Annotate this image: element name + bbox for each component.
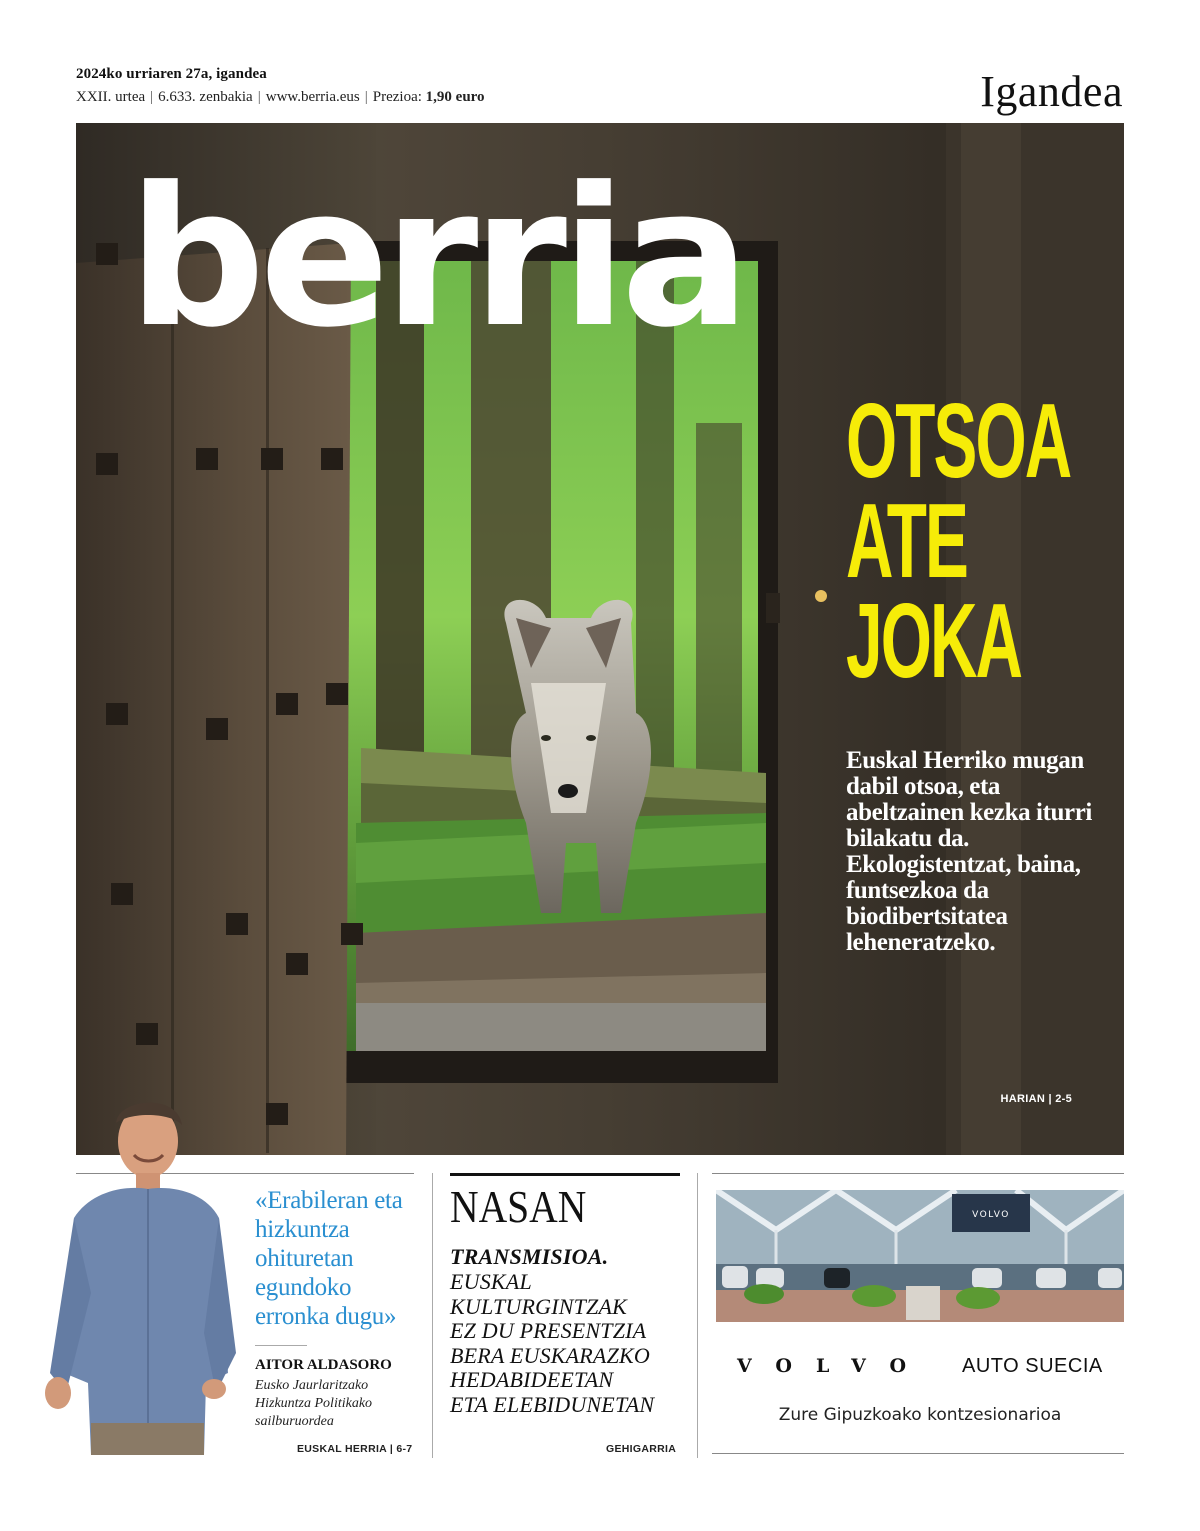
teaser-line: ETA ELEBIDUNETAN — [450, 1391, 655, 1417]
teaser-line: KULTURGINTZAK — [450, 1293, 627, 1319]
supplement-teaser[interactable] — [450, 1270, 690, 1417]
ad-tagline: Zure Gipuzkoako kontzesionarioa — [778, 1405, 1062, 1425]
column-divider — [697, 1173, 698, 1458]
day-name: Igandea — [980, 67, 1123, 116]
interview-section-ref[interactable]: EUSKAL HERRIA | 6-7 — [297, 1443, 413, 1455]
column-top-rule — [712, 1173, 1124, 1174]
brand-wordmark: VOLVO — [737, 1355, 931, 1377]
price-value: 1,90 euro — [425, 89, 485, 105]
separator: | — [364, 89, 368, 105]
headline-line: ATE — [846, 482, 967, 600]
teaser-line: HEDABIDEETAN — [450, 1367, 614, 1392]
interviewee-portrait[interactable] — [36, 1093, 246, 1455]
cover-lede: Euskal Herriko mugan dabil otsoa, eta abeltzainen kezka iturri bilakatu da. Ekologistentzat, baina, funtsezkoa da biodibertsitatea leheneratzeko. — [846, 747, 1092, 956]
price-label: Prezioa: — [372, 89, 422, 105]
cover-section-ref[interactable]: HARIAN | 2-5 — [1000, 1093, 1072, 1105]
brand-logo: berria — [128, 147, 745, 370]
dealer-name: AUTO SUECIA — [962, 1355, 1103, 1377]
supplement-section-ref[interactable]: GEHIGARRIA — [606, 1443, 677, 1455]
interviewee-name: AITOR ALDASORO — [255, 1357, 392, 1373]
separator: | — [257, 89, 261, 105]
separator: | — [150, 89, 154, 105]
issue-number: 6.633. zenbakia — [158, 89, 253, 105]
column-divider — [432, 1173, 433, 1458]
dealership-photo[interactable] — [716, 1190, 1124, 1322]
supplement-kicker: TRANSMISIOA. — [450, 1244, 609, 1269]
issue-year: XXII. urtea — [76, 89, 146, 105]
column-bottom-rule — [712, 1453, 1124, 1454]
interview-quote[interactable]: «Erabileran eta hizkuntza ohituretan egundoko erronka dugu» — [255, 1187, 403, 1330]
teaser-line: EZ DU PRESENTZIA — [450, 1318, 647, 1343]
teaser-line: BERA EUSKARAZKO — [450, 1342, 650, 1368]
headline-line: JOKA — [846, 582, 1022, 700]
interviewee-role: Eusko Jaurlaritzako Hizkuntza Politikako sailburuordea — [255, 1378, 373, 1429]
issue-line — [76, 89, 485, 106]
column-top-rule — [450, 1173, 680, 1176]
dateline: 2024ko urriaren 27a, igandea — [76, 66, 267, 82]
website-link[interactable]: www.berria.eus — [265, 89, 360, 105]
dealership-sign: VOLVO — [972, 1210, 1010, 1220]
teaser-line: EUSKAL — [450, 1269, 532, 1294]
cover-photo[interactable] — [76, 123, 1124, 1155]
headline-line: OTSOA — [846, 382, 1071, 500]
cover-headline[interactable] — [846, 382, 1071, 700]
supplement-title[interactable]: NASAN — [450, 1181, 587, 1232]
quote-divider — [255, 1345, 307, 1346]
